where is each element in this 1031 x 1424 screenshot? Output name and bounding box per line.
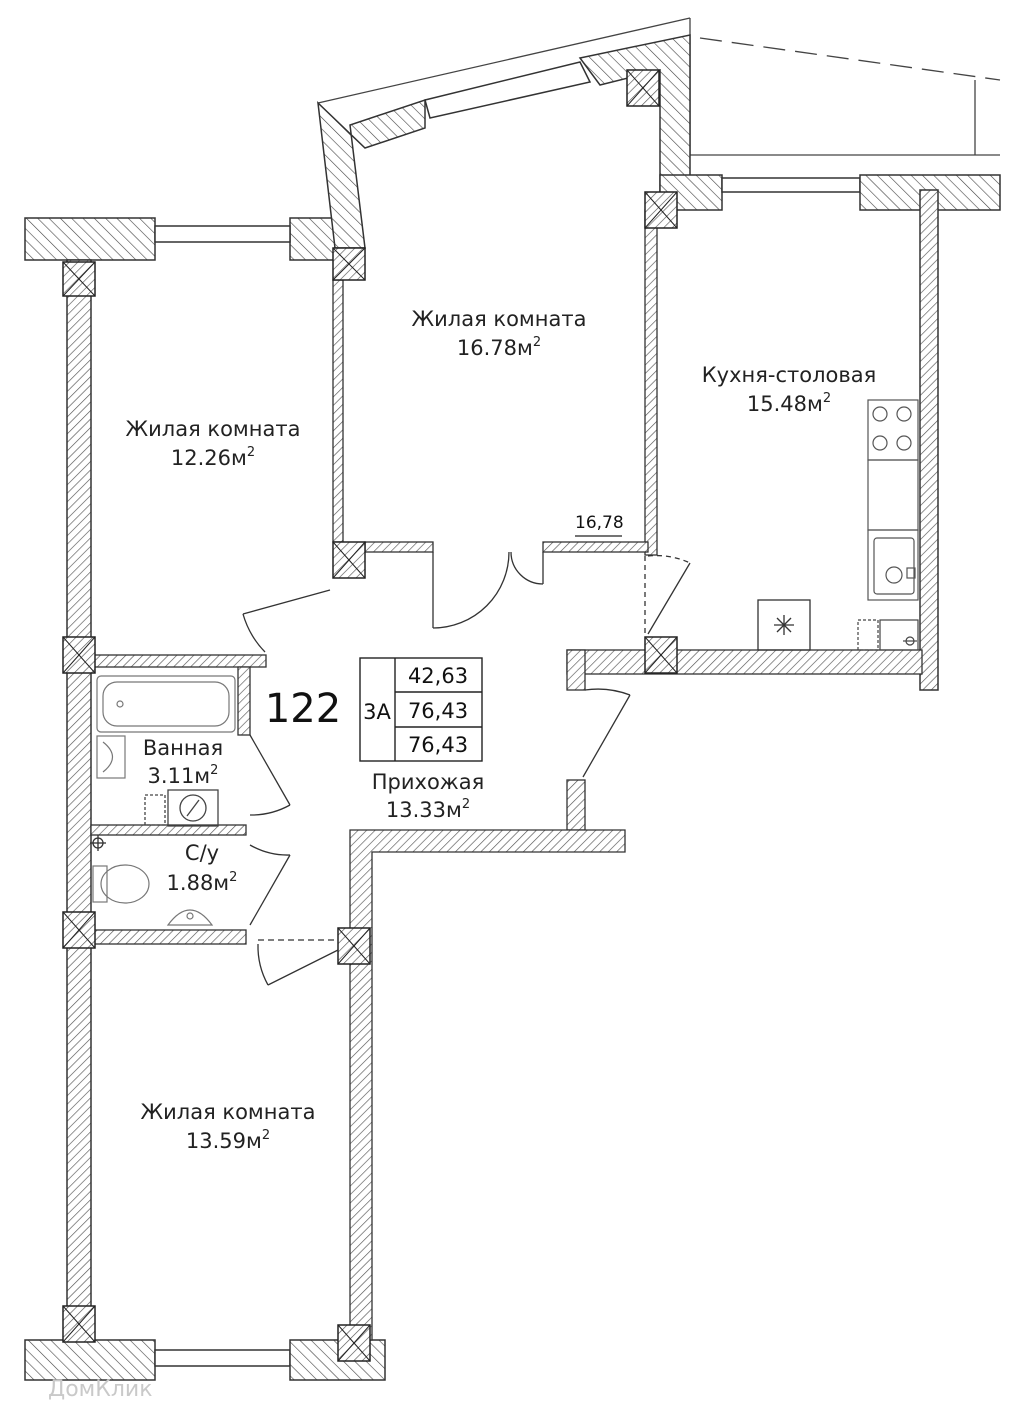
svg-text:13.59м2: $13.59м^2$ [185, 1128, 271, 1153]
dimension-label: 16,78 [575, 513, 624, 533]
room-name: Жилая комната [140, 1100, 316, 1124]
watermark: ДомКлик [48, 1377, 153, 1402]
room-area: 13.33м [385, 798, 462, 822]
apartment-area-total: 76,43 [407, 699, 469, 723]
room-living-nw [126, 417, 301, 470]
room-name: Прихожая [371, 770, 485, 794]
room-area: 12.26м [170, 446, 247, 470]
svg-text:13.33м2: $13.33м^2$ [385, 797, 471, 822]
room-area: 1.88м [166, 871, 230, 895]
room-toilet [167, 841, 238, 895]
svg-text:3.11м2: $3.11м^2$ [147, 763, 219, 788]
room-kitchen [702, 363, 876, 416]
bathtub [97, 676, 235, 732]
room-name: Ванная [142, 736, 224, 760]
room-area: 13.59м [185, 1129, 262, 1153]
room-living-south [141, 1100, 316, 1153]
apartment-area-full: 76,43 [407, 733, 469, 757]
toilet-icon [93, 865, 149, 903]
washing-machine-icon [145, 790, 218, 826]
stove-icon [868, 400, 918, 460]
doors [243, 552, 690, 985]
room-area: 3.11м [147, 764, 211, 788]
plumbing-riser-icon [90, 835, 106, 851]
svg-text:12.26м2: $12.26м^2$ [170, 445, 256, 470]
room-name: Жилая комната [125, 417, 301, 441]
svg-text:15.48м2: $15.48м^2$ [746, 391, 832, 416]
svg-text:1.88м2: $1.88м^2$ [166, 870, 238, 895]
room-bathroom [143, 736, 223, 788]
room-name: С/у [184, 841, 220, 865]
room-area: 15.48м [746, 392, 823, 416]
apartment-type: 3А [363, 700, 391, 724]
washbasin-wc [168, 910, 212, 925]
kitchen-counter [868, 460, 918, 600]
room-area: 16.78м [456, 336, 533, 360]
room-hallway [372, 770, 484, 822]
room-name: Кухня-столовая [701, 363, 877, 387]
apartment-area-living: 42,63 [407, 664, 469, 688]
svg-text:16.78м2: $16.78м^2$ [456, 335, 542, 360]
ventilation-icon [758, 600, 810, 650]
room-name: Жилая комната [411, 307, 587, 331]
apartment-number: 122 [264, 686, 342, 732]
kitchen-riser-icon [858, 620, 918, 650]
exterior-walls [25, 35, 1000, 1380]
room-living-center [412, 307, 587, 360]
washbasin-bath [97, 736, 125, 778]
